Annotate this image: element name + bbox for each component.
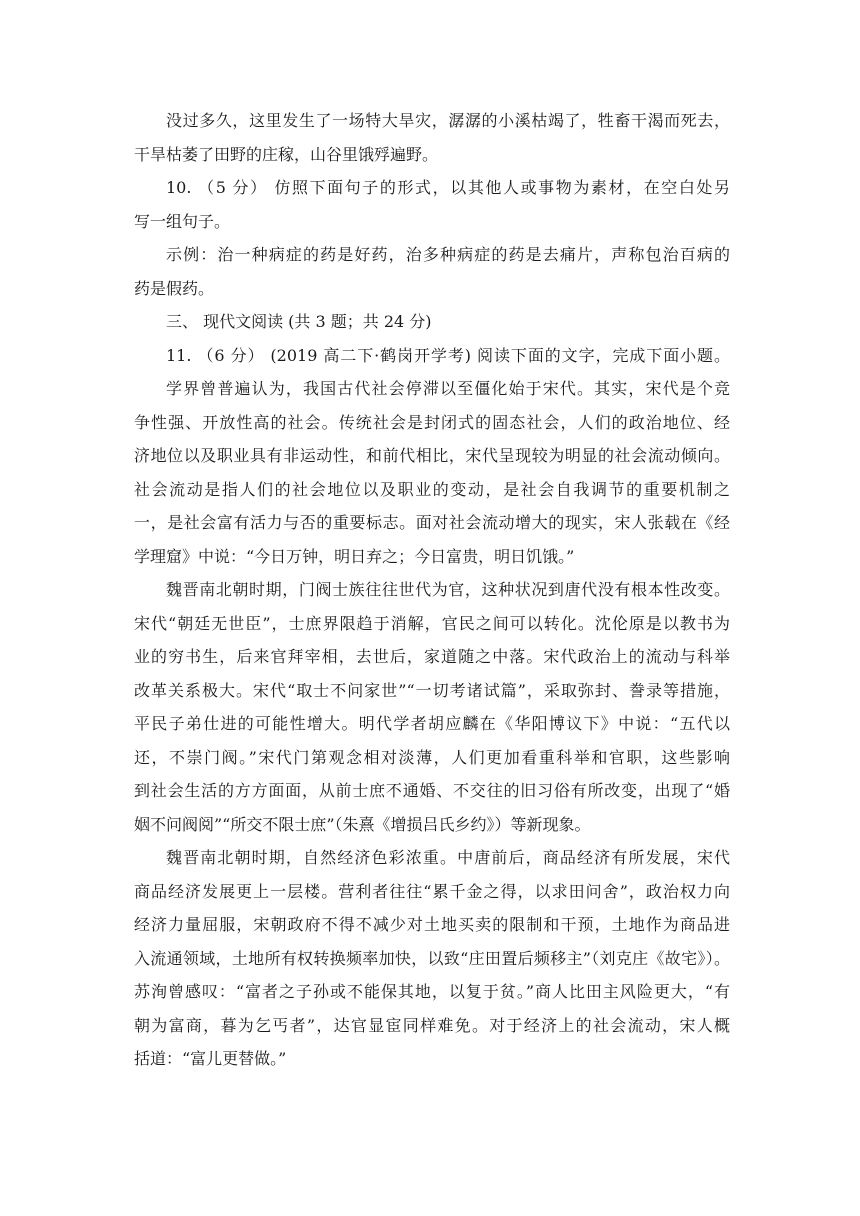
passage-paragraph-3 (134, 841, 730, 1076)
text-line: 学理窟》中说：“今日万钟，明日弃之；今日富贵，明日饥饿。” (134, 546, 575, 566)
example-line: 药是假药。 (134, 278, 215, 298)
text-line: 业的穷书生，后来官拜宰相，去世后，家道随之中落。宋代政治上的流动与科举 (134, 647, 730, 666)
question-10-line: 写一组句子。 (134, 211, 231, 231)
question-11-line: 11. （6 分） (2019 高二下·鹤岗开学考) 阅读下面的文字，完成下面小题。 (166, 345, 730, 365)
passage-paragraph-2 (134, 573, 730, 841)
question-10-example (134, 238, 730, 305)
text-line: 魏晋南北朝时期，自然经济色彩浓重。中唐前后，商品经济有所发展，宋代 (166, 848, 730, 867)
question-11 (134, 339, 730, 373)
document-page (134, 104, 730, 1076)
passage-paragraph-1 (134, 372, 730, 573)
text-line: 姻不问阀阅”“所交不限士庶”（朱熹《增损吕氏乡约》）等新现象。 (134, 814, 591, 834)
text-line: 括道：“富儿更替做。” (134, 1049, 287, 1068)
text-line: 经济力量屈服，宋朝政府不得不减少对土地买卖的限制和干预，土地作为商品进 (134, 915, 730, 934)
question-10-line: 10. （5 分） 仿照下面句子的形式，以其他人或事物为素材，在空白处另 (166, 178, 730, 197)
section-3-heading (134, 305, 730, 339)
text-line: 济地位以及职业具有非运动性，和前代相比，宋代呈现较为明显的社会流动倾向。 (134, 446, 730, 465)
text-line: 魏晋南北朝时期，门阀士族往往世代为官，这种状况到唐代没有根本性改变。 (166, 580, 730, 599)
question-10 (134, 171, 730, 238)
text-line: 一，是社会富有活力与否的重要标志。面对社会流动增大的现实，宋人张载在《经 (134, 513, 730, 532)
text-line: 宋代“朝廷无世臣”，士庶界限趋于消解，官民之间可以转化。沈伦原是以教书为 (134, 613, 730, 633)
paragraph-drought (134, 104, 730, 171)
text-line: 改革关系极大。宋代“取士不问家世”“一切考诸试篇”，采取弥封、誊录等措施， (134, 680, 730, 700)
text-line: 平民子弟仕进的可能性增大。明代学者胡应麟在《华阳博议下》中说：“五代以 (134, 714, 730, 733)
example-line: 示例：治一种病症的药是好药，治多种病症的药是去痛片，声称包治百病的 (166, 245, 730, 264)
text-line: 学界曾普遍认为，我国古代社会停滞以至僵化始于宋代。其实，宋代是个竞 (166, 379, 730, 398)
text-line: 商品经济发展更上一层楼。营利者往往“累千金之得，以求田问舍”，政治权力向 (134, 881, 730, 901)
text-line: 到社会生活的方方面面，从前士庶不通婚、不交往的旧习俗有所改变，出现了“婚 (134, 781, 730, 800)
section-heading-line: 三、 现代文阅读 (共 3 题；共 24 分) (166, 312, 432, 331)
text-line: 社会流动是指人们的社会地位以及职业的变动，是社会自我调节的重要机制之 (134, 479, 730, 499)
text-line: 没过多久，这里发生了一场特大旱灾，潺潺的小溪枯竭了，牲畜干渴而死去， (166, 111, 730, 130)
text-line: 还，不崇门阀。”宋代门第观念相对淡薄，人们更加看重科举和官职，这些影响 (134, 747, 730, 767)
text-line: 入流通领域，土地所有权转换频率加快，以致“庄田置后频移主”（刘克庄《故宅》）。 (134, 948, 730, 968)
text-line: 争性强、开放性高的社会。传统社会是封闭式的固态社会，人们的政治地位、经 (134, 412, 730, 432)
text-line: 干旱枯萎了田野的庄稼，山谷里饿殍遍野。 (134, 144, 439, 164)
text-line: 朝为富商，暮为乞丐者”，达官显宦同样难免。对于经济上的社会流动，宋人概 (134, 1015, 730, 1035)
text-line: 苏洵曾感叹：“富者之子孙或不能保其地，以复于贫。”商人比田主风险更大，“有 (134, 982, 730, 1001)
